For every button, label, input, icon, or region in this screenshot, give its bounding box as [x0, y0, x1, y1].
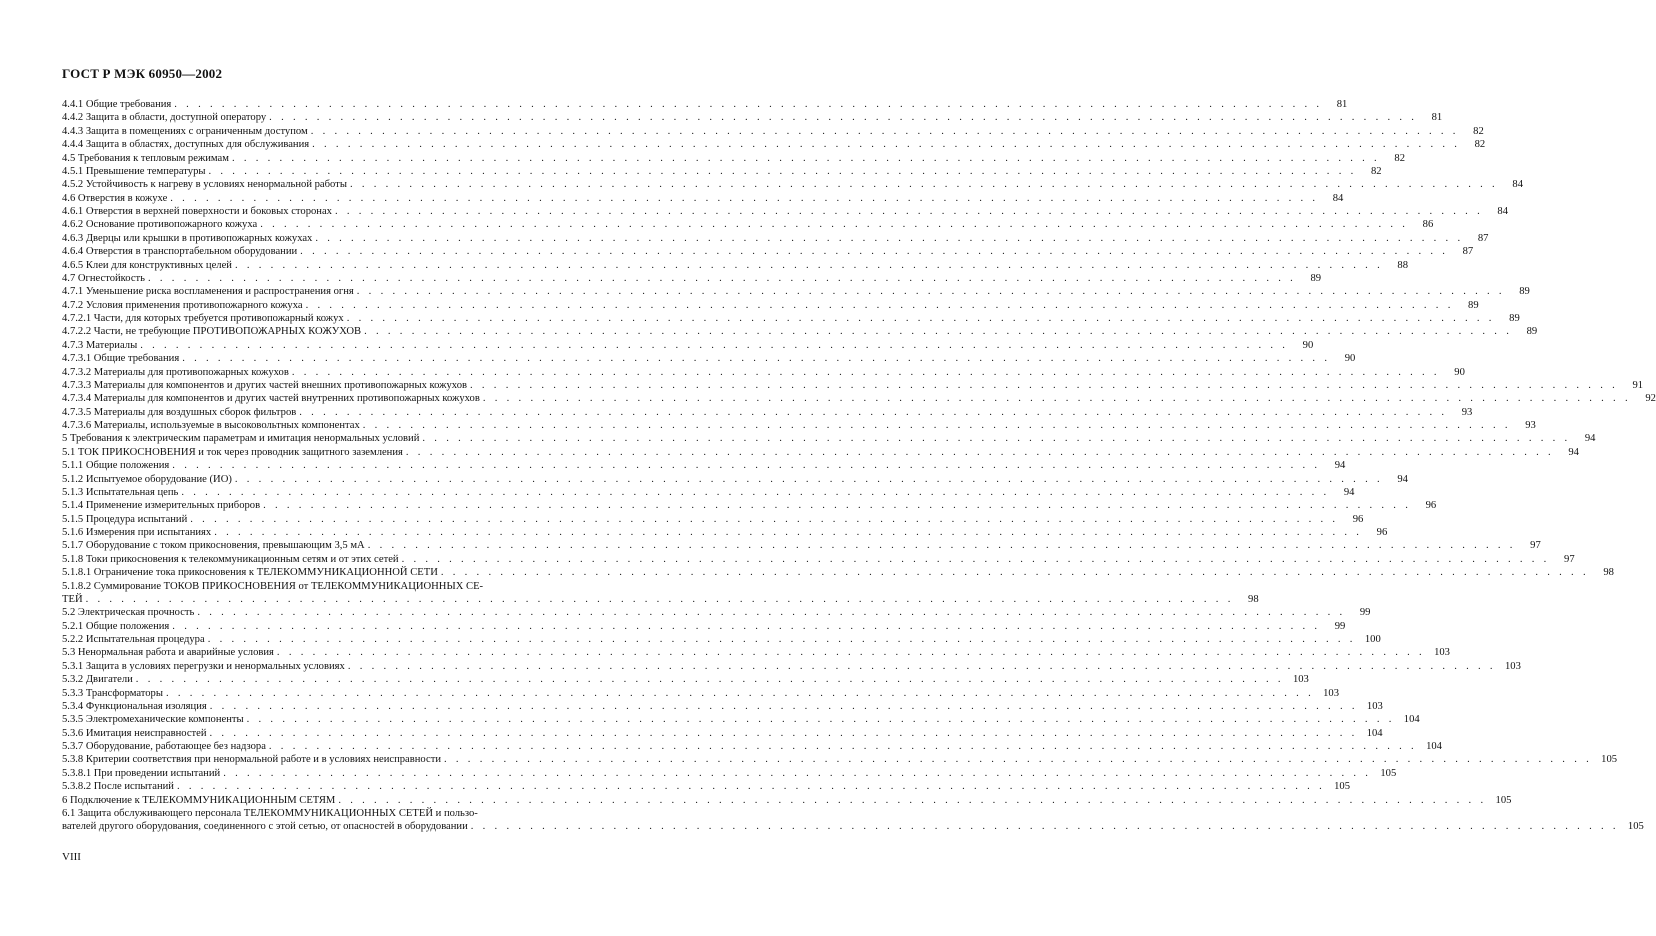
toc-entry	[62, 499, 1437, 512]
dot-leader	[166, 687, 1314, 700]
toc-entry-title: 4.7.2.1 Части, для которых требуется противопожарный кожух	[62, 313, 344, 324]
toc-page-number: 103	[1504, 660, 1521, 672]
toc-page-number: 98	[1248, 593, 1259, 605]
toc-entry	[62, 727, 1383, 740]
dot-leader	[172, 459, 1320, 472]
dot-leader	[174, 98, 1322, 111]
dot-leader	[315, 232, 1463, 245]
dot-leader	[177, 780, 1325, 793]
toc-page-number: 103	[1323, 687, 1340, 699]
toc-page-number: 97	[1530, 540, 1541, 552]
toc-page-number: 99	[1334, 620, 1346, 632]
dot-leader	[300, 245, 1448, 258]
dot-leader	[406, 446, 1554, 459]
toc-entry-title: 4.7.3.3 Материалы для компонентов и других частей внешних противопожарных кожухов	[62, 379, 467, 391]
dot-leader	[312, 138, 1460, 151]
dot-leader	[363, 419, 1511, 432]
dot-leader	[181, 486, 1329, 499]
toc-entry	[62, 352, 1356, 365]
toc-entry-line: 5.1.8.2 Суммирование ТОКОВ ПРИКОСНОВЕНИЯ от ТЕЛЕКОММУНИКАЦИОННЫХ СЕ-	[62, 580, 484, 592]
toc-entry	[62, 299, 1479, 312]
toc-page-number: 103	[1292, 674, 1309, 686]
toc-entry	[62, 392, 1656, 405]
toc-page-number: 84	[1332, 192, 1344, 204]
toc-entry-title: 4.7.3.6 Материалы, используемые в высоковольтных компонентах	[62, 420, 360, 431]
toc-entry-title: 4.4.3 Защита в помещениях с ограниченным доступом	[62, 125, 308, 137]
toc-entry	[62, 646, 1450, 659]
toc-entry-title: 4.5.2 Устойчивость к нагреву в условиях ненормальной работы	[62, 179, 347, 191]
toc-page-number: 103	[1366, 700, 1383, 712]
toc-entry-title: 4.7.3 Материалы	[62, 339, 138, 351]
toc-page-number: 90	[1302, 339, 1314, 351]
toc-page-number: 93	[1525, 420, 1536, 431]
toc-entry-title: 4.7.3.4 Материалы для компонентов и других частей внутренних противопожарных кожухов	[62, 393, 480, 405]
toc-page-number: 91	[1632, 379, 1644, 391]
dot-leader	[299, 406, 1447, 419]
dot-leader	[223, 767, 1371, 780]
dot-leader	[422, 432, 1570, 445]
toc-entry-title: 5.1.1 Общие положения	[62, 460, 170, 472]
toc-entry-title: 4.4.4 Защита в областях, доступных для обслуживания	[62, 139, 310, 151]
toc-page-number: 88	[1397, 259, 1409, 271]
toc-entry	[62, 192, 1344, 205]
dot-leader	[263, 499, 1411, 512]
toc-entry	[62, 513, 1364, 526]
dot-leader	[441, 566, 1589, 579]
toc-entry	[62, 205, 1509, 218]
toc-entry	[62, 232, 1489, 245]
dot-leader	[182, 352, 1330, 365]
dot-leader	[269, 740, 1417, 753]
toc-entry-title: 4.4.2 Защита в области, доступной оператору	[62, 112, 267, 124]
toc-page-number: 99	[1359, 607, 1371, 619]
toc-page-number: 96	[1425, 500, 1437, 512]
dot-leader	[338, 794, 1486, 807]
toc-entry	[62, 553, 1575, 566]
toc-entry-title: 5.3.3 Трансформаторы	[62, 687, 163, 699]
toc-entry-title: 4.6.1 Отверстия в верхней поверхности и боковых сторонах	[62, 206, 332, 217]
toc-entry-title: 4.6 Отверстия в кожухе	[62, 192, 168, 204]
toc-entry-title: 4.6.3 Дверцы или крышки в противопожарных кожухах	[62, 232, 313, 244]
toc-entry	[62, 620, 1346, 633]
toc-entry-title: 5.1.7 Оборудование с током прикосновения, превышающим 3,5 мА	[62, 540, 365, 552]
toc-entry	[62, 633, 1381, 646]
toc-entry-title: 4.6.5 Клеи для конструктивных целей	[62, 259, 232, 271]
toc-entry-title: 5 Требования к электрическим параметрам и имитация ненормальных условий	[62, 433, 420, 445]
toc-page-number: 89	[1310, 272, 1322, 284]
toc-entry-title: 5.1.8.1 Ограничение тока прикосновения к ТЕЛЕКОММУНИКАЦИОННОЙ СЕТИ	[62, 567, 438, 579]
dot-leader	[172, 620, 1320, 633]
toc-page-number: 94	[1397, 473, 1408, 485]
toc-entry-title: 5.1.8 Токи прикосновения к телекоммуникационным сетям и от этих сетей	[62, 553, 399, 565]
toc-entry-title: вателей другого оборудования, соединенного с этой сетью, от опасностей в оборудовании	[62, 821, 468, 833]
toc-entry-title: 5.1.4 Применение измерительных приборов	[62, 500, 261, 512]
toc-page-number: 86	[1422, 219, 1434, 231]
toc-entry-title: 4.5 Требования к тепловым режимам	[62, 152, 229, 164]
dot-leader	[471, 820, 1619, 833]
toc-page-number: 98	[1603, 567, 1614, 579]
dot-leader	[232, 152, 1380, 165]
toc-entry-title: 6 Подключение к ТЕЛЕКОММУНИКАЦИОННЫМ СЕТЯМ	[62, 794, 336, 806]
toc-page-number: 105	[1495, 794, 1512, 806]
toc-entry	[62, 98, 1348, 111]
toc-entry	[62, 165, 1382, 178]
toc-page-number: 100	[1364, 634, 1381, 645]
dot-leader	[292, 366, 1440, 379]
toc-entry	[62, 753, 1618, 766]
dot-leader	[86, 593, 1234, 606]
toc-page-number: 89	[1526, 326, 1538, 338]
toc-entry-title: 5.1 ТОК ПРИКОСНОВЕНИЯ и ток через проводник защитного заземления	[62, 446, 403, 458]
toc-entry	[62, 406, 1473, 419]
dot-leader	[347, 312, 1495, 325]
toc-entry	[62, 820, 1644, 833]
toc-entry	[62, 687, 1340, 700]
dot-leader	[311, 125, 1459, 138]
dot-leader	[235, 473, 1383, 486]
toc-entry	[62, 593, 1259, 606]
toc-page-number: 94	[1343, 486, 1355, 498]
toc-entry	[62, 526, 1388, 539]
dot-leader	[470, 379, 1618, 392]
toc-entry	[62, 379, 1644, 392]
toc-page-number: 89	[1509, 313, 1520, 324]
toc-entry-title: 4.7.2.2 Части, не требующие ПРОТИВОПОЖАРНЫХ КОЖУХОВ	[62, 326, 362, 338]
toc-entry	[62, 446, 1579, 459]
toc-page-number: 94	[1584, 433, 1596, 445]
toc-page-number: 105	[1601, 754, 1618, 766]
toc-entry	[62, 312, 1520, 325]
toc-page-number: 90	[1454, 366, 1465, 378]
toc-entry	[62, 111, 1443, 124]
toc-page-number: 82	[1474, 139, 1486, 151]
toc-entry	[62, 152, 1405, 165]
toc-page-number: 81	[1336, 99, 1348, 110]
toc-entry-title: 5.2.2 Испытательная процедура	[62, 634, 205, 645]
toc-entry	[62, 794, 1512, 807]
toc-page-number: 82	[1370, 165, 1382, 177]
toc-page-number: 103	[1434, 647, 1450, 659]
toc-page-number: 89	[1519, 286, 1530, 298]
toc-page-number: 87	[1462, 246, 1474, 258]
toc-page-number: 84	[1497, 206, 1509, 217]
toc-entry-title: 5.3.8 Критерии соответствия при ненормальной работе и в условиях неисправности	[62, 754, 441, 766]
toc-entry-title: 5.3.5 Электромеханические компоненты	[62, 714, 244, 726]
dot-leader	[364, 325, 1512, 338]
toc-page-number: 82	[1473, 125, 1484, 137]
toc-entry-title: 5.3.6 Имитация неисправностей	[62, 727, 207, 739]
toc-entry	[62, 767, 1397, 780]
toc-entry	[62, 780, 1351, 793]
toc-page-number: 92	[1645, 393, 1656, 405]
toc-page-number: 84	[1512, 179, 1523, 191]
dot-leader	[214, 526, 1362, 539]
toc-entry	[62, 486, 1355, 499]
toc-page-number: 94	[1334, 460, 1346, 472]
toc-entry	[62, 459, 1346, 472]
toc-entry-title: 5.3.4 Функциональная изоляция	[62, 700, 207, 712]
dot-leader	[277, 646, 1425, 659]
dot-leader	[368, 539, 1516, 552]
toc-page-number: 89	[1468, 299, 1479, 311]
toc-entry-title: 5.3.1 Защита в условиях перегрузки и ненормальных условиях	[62, 660, 345, 672]
toc-entry-title: 4.7.3.5 Материалы для воздушных сборок фильтров	[62, 406, 297, 418]
dot-leader	[260, 218, 1408, 231]
toc-page-number: 96	[1376, 527, 1388, 538]
toc-entry	[62, 245, 1474, 258]
toc-entry-title: 5.1.2 Испытуемое оборудование (ИО)	[62, 473, 232, 485]
dot-leader	[306, 299, 1454, 312]
toc-entry-title: 5.3.2 Двигатели	[62, 674, 133, 686]
dot-leader	[136, 673, 1284, 686]
toc-entry	[62, 740, 1442, 753]
toc-entry-title: 5.2 Электрическая прочность	[62, 607, 195, 619]
toc-entry-title: 4.5.1 Превышение температуры	[62, 165, 206, 177]
toc-page-number: 105	[1334, 781, 1351, 793]
toc-entry	[62, 473, 1408, 486]
toc-page-number: 90	[1344, 353, 1356, 365]
toc-entry	[62, 713, 1420, 726]
dot-leader	[348, 660, 1496, 673]
dot-leader	[197, 606, 1345, 619]
toc-entry-title: 4.7.3.1 Общие требования	[62, 353, 180, 365]
toc-entry	[62, 366, 1465, 379]
toc-entry	[62, 660, 1521, 673]
toc-entry	[62, 419, 1536, 432]
toc-entry-title: ТЕЙ	[62, 593, 83, 605]
table-of-contents	[62, 98, 1656, 834]
toc-page-number: 105	[1627, 821, 1644, 833]
toc-entry-title: 4.6.4 Отверстия в транспортабельном оборудовании	[62, 246, 298, 258]
toc-entry	[62, 325, 1538, 338]
toc-entry	[62, 673, 1309, 686]
dot-leader	[148, 272, 1296, 285]
dot-leader	[140, 339, 1288, 352]
toc-page-number: 82	[1394, 152, 1405, 164]
dot-leader	[335, 205, 1483, 218]
toc-entry	[62, 285, 1530, 298]
toc-entry-title: 5.3.8.1 При проведении испытаний	[62, 767, 221, 779]
toc-entry-line: 6.1 Защита обслуживающего персонала ТЕЛЕКОММУНИКАЦИОННЫХ СЕТЕЙ и пользо-	[62, 807, 478, 819]
toc-page-number: 105	[1380, 767, 1397, 779]
toc-entry-title: 4.7 Огнестойкость	[62, 272, 146, 284]
toc-entry-title: 4.7.1 Уменьшение риска воспламенения и распространения огня	[62, 286, 354, 298]
toc-entry	[62, 178, 1523, 191]
toc-entry	[62, 339, 1314, 352]
dot-leader	[357, 285, 1505, 298]
toc-entry	[62, 259, 1409, 272]
toc-entry	[62, 539, 1541, 552]
page-number: VIII	[62, 851, 81, 863]
toc-entry	[62, 700, 1383, 713]
dot-leader	[269, 111, 1417, 124]
toc-entry-title: 4.7.3.2 Материалы для противопожарных кожухов	[62, 366, 289, 378]
dot-leader	[190, 513, 1338, 526]
toc-entry-title: 4.4.1 Общие требования	[62, 99, 172, 110]
toc-entry-title: 5.2.1 Общие положения	[62, 620, 170, 632]
toc-page-number: 104	[1366, 727, 1383, 739]
toc-page-number: 81	[1431, 112, 1443, 124]
toc-page-number: 104	[1426, 741, 1442, 752]
toc-page-number: 97	[1564, 553, 1575, 565]
toc-entry-title: 5.1.5 Процедура испытаний	[62, 513, 188, 525]
toc-entry	[62, 432, 1596, 445]
toc-entry	[62, 218, 1434, 231]
toc-entry-title: 5.3.8.2 После испытаний	[62, 781, 174, 793]
dot-leader	[170, 192, 1318, 205]
dot-leader	[444, 753, 1592, 766]
toc-page-number: 87	[1477, 232, 1489, 244]
toc-entry	[62, 125, 1484, 138]
dot-leader	[402, 553, 1550, 566]
toc-page-number: 104	[1403, 714, 1420, 726]
dot-leader	[209, 165, 1357, 178]
dot-leader	[208, 633, 1356, 646]
dot-leader	[210, 727, 1358, 740]
dot-leader	[210, 700, 1358, 713]
toc-page-number: 93	[1461, 406, 1473, 418]
toc-entry	[62, 138, 1486, 151]
toc-entry-title: 5.3.7 Оборудование, работающее без надзора	[62, 741, 266, 752]
toc-entry-title: 4.7.2 Условия применения противопожарного кожуха	[62, 299, 303, 311]
dot-leader	[247, 713, 1395, 726]
document-header: ГОСТ Р МЭК 60950—2002	[62, 66, 223, 81]
toc-entry-title: 5.3 Ненормальная работа и аварийные условия	[62, 647, 274, 659]
dot-leader	[235, 259, 1383, 272]
toc-entry	[62, 272, 1322, 285]
dot-leader	[483, 392, 1631, 405]
toc-page-number: 94	[1568, 446, 1579, 458]
toc-entry	[62, 566, 1614, 579]
toc-entry-title: 5.1.3 Испытательная цепь	[62, 486, 179, 498]
toc-page-number: 96	[1352, 513, 1364, 525]
toc-entry-title: 5.1.6 Измерения при испытаниях	[62, 527, 212, 538]
dot-leader	[350, 178, 1498, 191]
toc-entry	[62, 606, 1371, 619]
toc-entry-title: 4.6.2 Основание противопожарного кожуха	[62, 219, 258, 231]
